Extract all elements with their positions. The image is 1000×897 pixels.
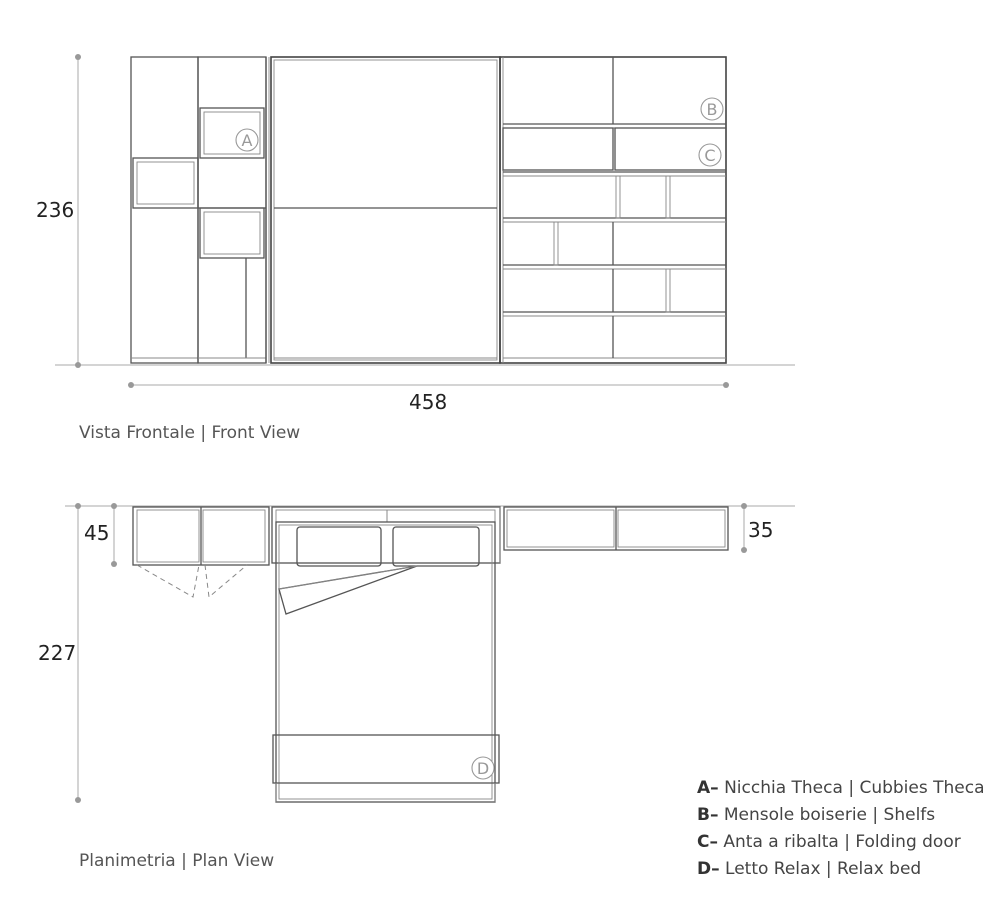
legend-row: C– Anta a ribalta | Folding door <box>697 832 961 852</box>
marker-b <box>701 98 723 120</box>
height-label: 236 <box>36 198 75 222</box>
left-column-1 <box>131 57 198 363</box>
plan-view-drawing <box>38 503 795 803</box>
marker-a <box>236 129 258 151</box>
front-view-drawing <box>36 54 795 414</box>
right-depth-label: 35 <box>748 518 774 542</box>
left-column-2 <box>198 57 266 363</box>
svg-text:B: B <box>706 100 718 119</box>
legend <box>697 775 985 883</box>
svg-text:A: A <box>241 131 253 150</box>
marker-c <box>699 144 721 166</box>
bed-cabinet-front <box>271 57 500 363</box>
width-label: 458 <box>409 390 448 414</box>
svg-text:C: C <box>704 146 716 165</box>
pillow-left <box>297 527 381 566</box>
bed-length-label: 227 <box>38 641 77 665</box>
bed-footboard <box>273 735 499 783</box>
blanket-fold <box>279 566 417 614</box>
legend-row: D– Letto Relax | Relax bed <box>697 859 922 879</box>
marker-d <box>472 757 494 779</box>
bed-mattress <box>276 522 495 802</box>
legend-row: A– Nicchia Theca | Cubbies Theca <box>697 778 985 798</box>
front-view-caption: Vista Frontale | Front View <box>79 423 301 443</box>
left-depth-label: 45 <box>84 521 110 545</box>
pillow-right <box>393 527 479 566</box>
plan-view-caption: Planimetria | Plan View <box>79 851 275 871</box>
legend-row: B– Mensole boiserie | Shelfs <box>697 805 936 825</box>
svg-text:D: D <box>476 759 490 778</box>
